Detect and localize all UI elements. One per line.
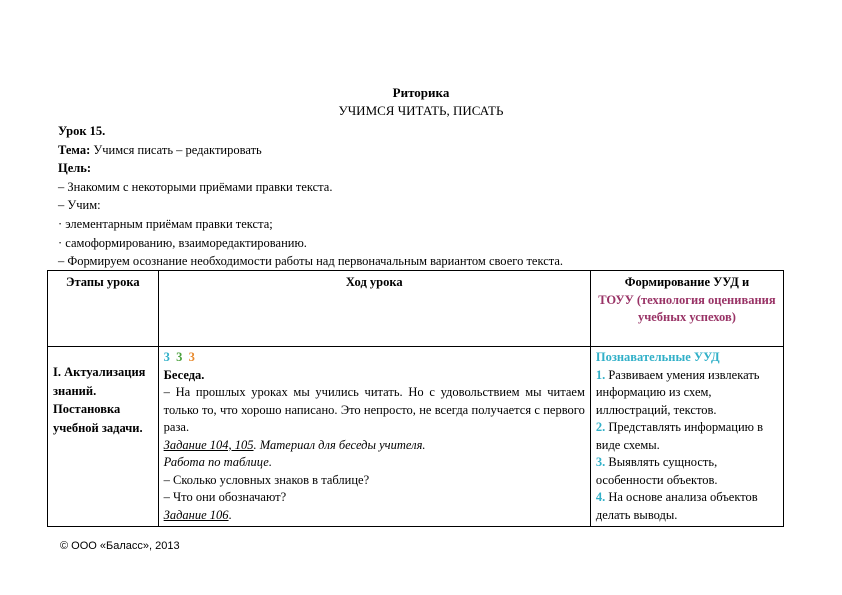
- goal-line: · элементарным приёмам правки текста;: [58, 216, 273, 231]
- uud-num: 1.: [595, 367, 606, 382]
- lesson-table: [47, 270, 784, 527]
- uud-text: На основе анализа объектов делать выводы.: [595, 490, 758, 522]
- task-line: [164, 437, 585, 455]
- header-uud-title: Формирование УУД и: [624, 275, 750, 289]
- task2-tail: .: [228, 507, 232, 522]
- uud-item: [596, 489, 778, 524]
- uud-title: Познавательные УУД: [595, 350, 720, 364]
- uud-text: Развиваем умения извлекать информацию из схем, иллюстраций, текстов.: [595, 367, 760, 417]
- uud-cell: [590, 347, 783, 527]
- stage-line: Постановка: [53, 402, 121, 416]
- task-note: . Материал для беседы учителя.: [253, 437, 426, 452]
- task2-line: [164, 507, 585, 525]
- footer-copyright: © ООО «Баласс», 2013: [60, 540, 180, 552]
- stage-cell: [48, 347, 159, 527]
- doc-subject: Риторика: [392, 85, 450, 100]
- table-header-row: [48, 271, 784, 347]
- stage-line: учебной задачи.: [53, 420, 143, 435]
- header-uud: [590, 271, 783, 347]
- task-ref: Задание 104, 105: [163, 437, 254, 452]
- level-marker: 3: [176, 350, 183, 364]
- goal-label: Цель:: [58, 161, 92, 176]
- uud-text: Выявлять сущность, особенности объектов.: [595, 455, 718, 487]
- question: – Что они обозначают?: [163, 490, 287, 504]
- lesson-header: [58, 122, 798, 271]
- goal-line: – Знакомим с некоторыми приёмами правки текста.: [58, 179, 333, 194]
- goal-line: – Формируем осознание необходимости работы над первоначальным вариантом своего текста.: [58, 254, 564, 269]
- uud-num: 2.: [595, 420, 606, 434]
- doc-topic: УЧИМСЯ ЧИТАТЬ, ПИСАТЬ: [338, 103, 504, 118]
- uud-text: Представлять информацию в виде схемы.: [595, 420, 764, 452]
- table-row: [48, 347, 784, 527]
- question: – Сколько условных знаков в таблице?: [163, 472, 370, 487]
- header-touu: ТОУУ (технология оценивания учебных успехов): [598, 292, 776, 324]
- level-marker: 3: [163, 350, 170, 364]
- uud-item: [596, 367, 778, 420]
- goal-line: · самоформированию, взаиморедактированию.: [58, 235, 307, 250]
- uud-item: [596, 454, 778, 489]
- stage-line: знаний.: [53, 383, 97, 398]
- course-cell: [158, 347, 590, 527]
- theme-text: Учимся писать – редактировать: [90, 142, 262, 157]
- level-markers: [164, 349, 585, 367]
- lesson-number: Урок 15.: [58, 124, 106, 138]
- uud-num: 3.: [595, 455, 606, 469]
- uud-num: 4.: [595, 490, 606, 504]
- header-course: Ход урока: [158, 271, 590, 347]
- work-line: Работа по таблице.: [163, 455, 272, 469]
- task2-ref: Задание 106: [163, 507, 229, 522]
- theme-label: Тема:: [58, 142, 91, 157]
- stage-line: I. Актуализация: [53, 365, 146, 379]
- level-marker: 3: [188, 350, 195, 364]
- goal-line: – Учим:: [58, 198, 101, 213]
- course-intro: – На прошлых уроках мы учились читать. Но с удовольствием мы читаем только то, что хорошо написано. Это непросто, не всегда получается с первого раза.: [163, 385, 585, 434]
- header-stages: Этапы урока: [48, 271, 159, 347]
- course-heading: Беседа.: [163, 367, 205, 382]
- uud-item: [596, 419, 778, 454]
